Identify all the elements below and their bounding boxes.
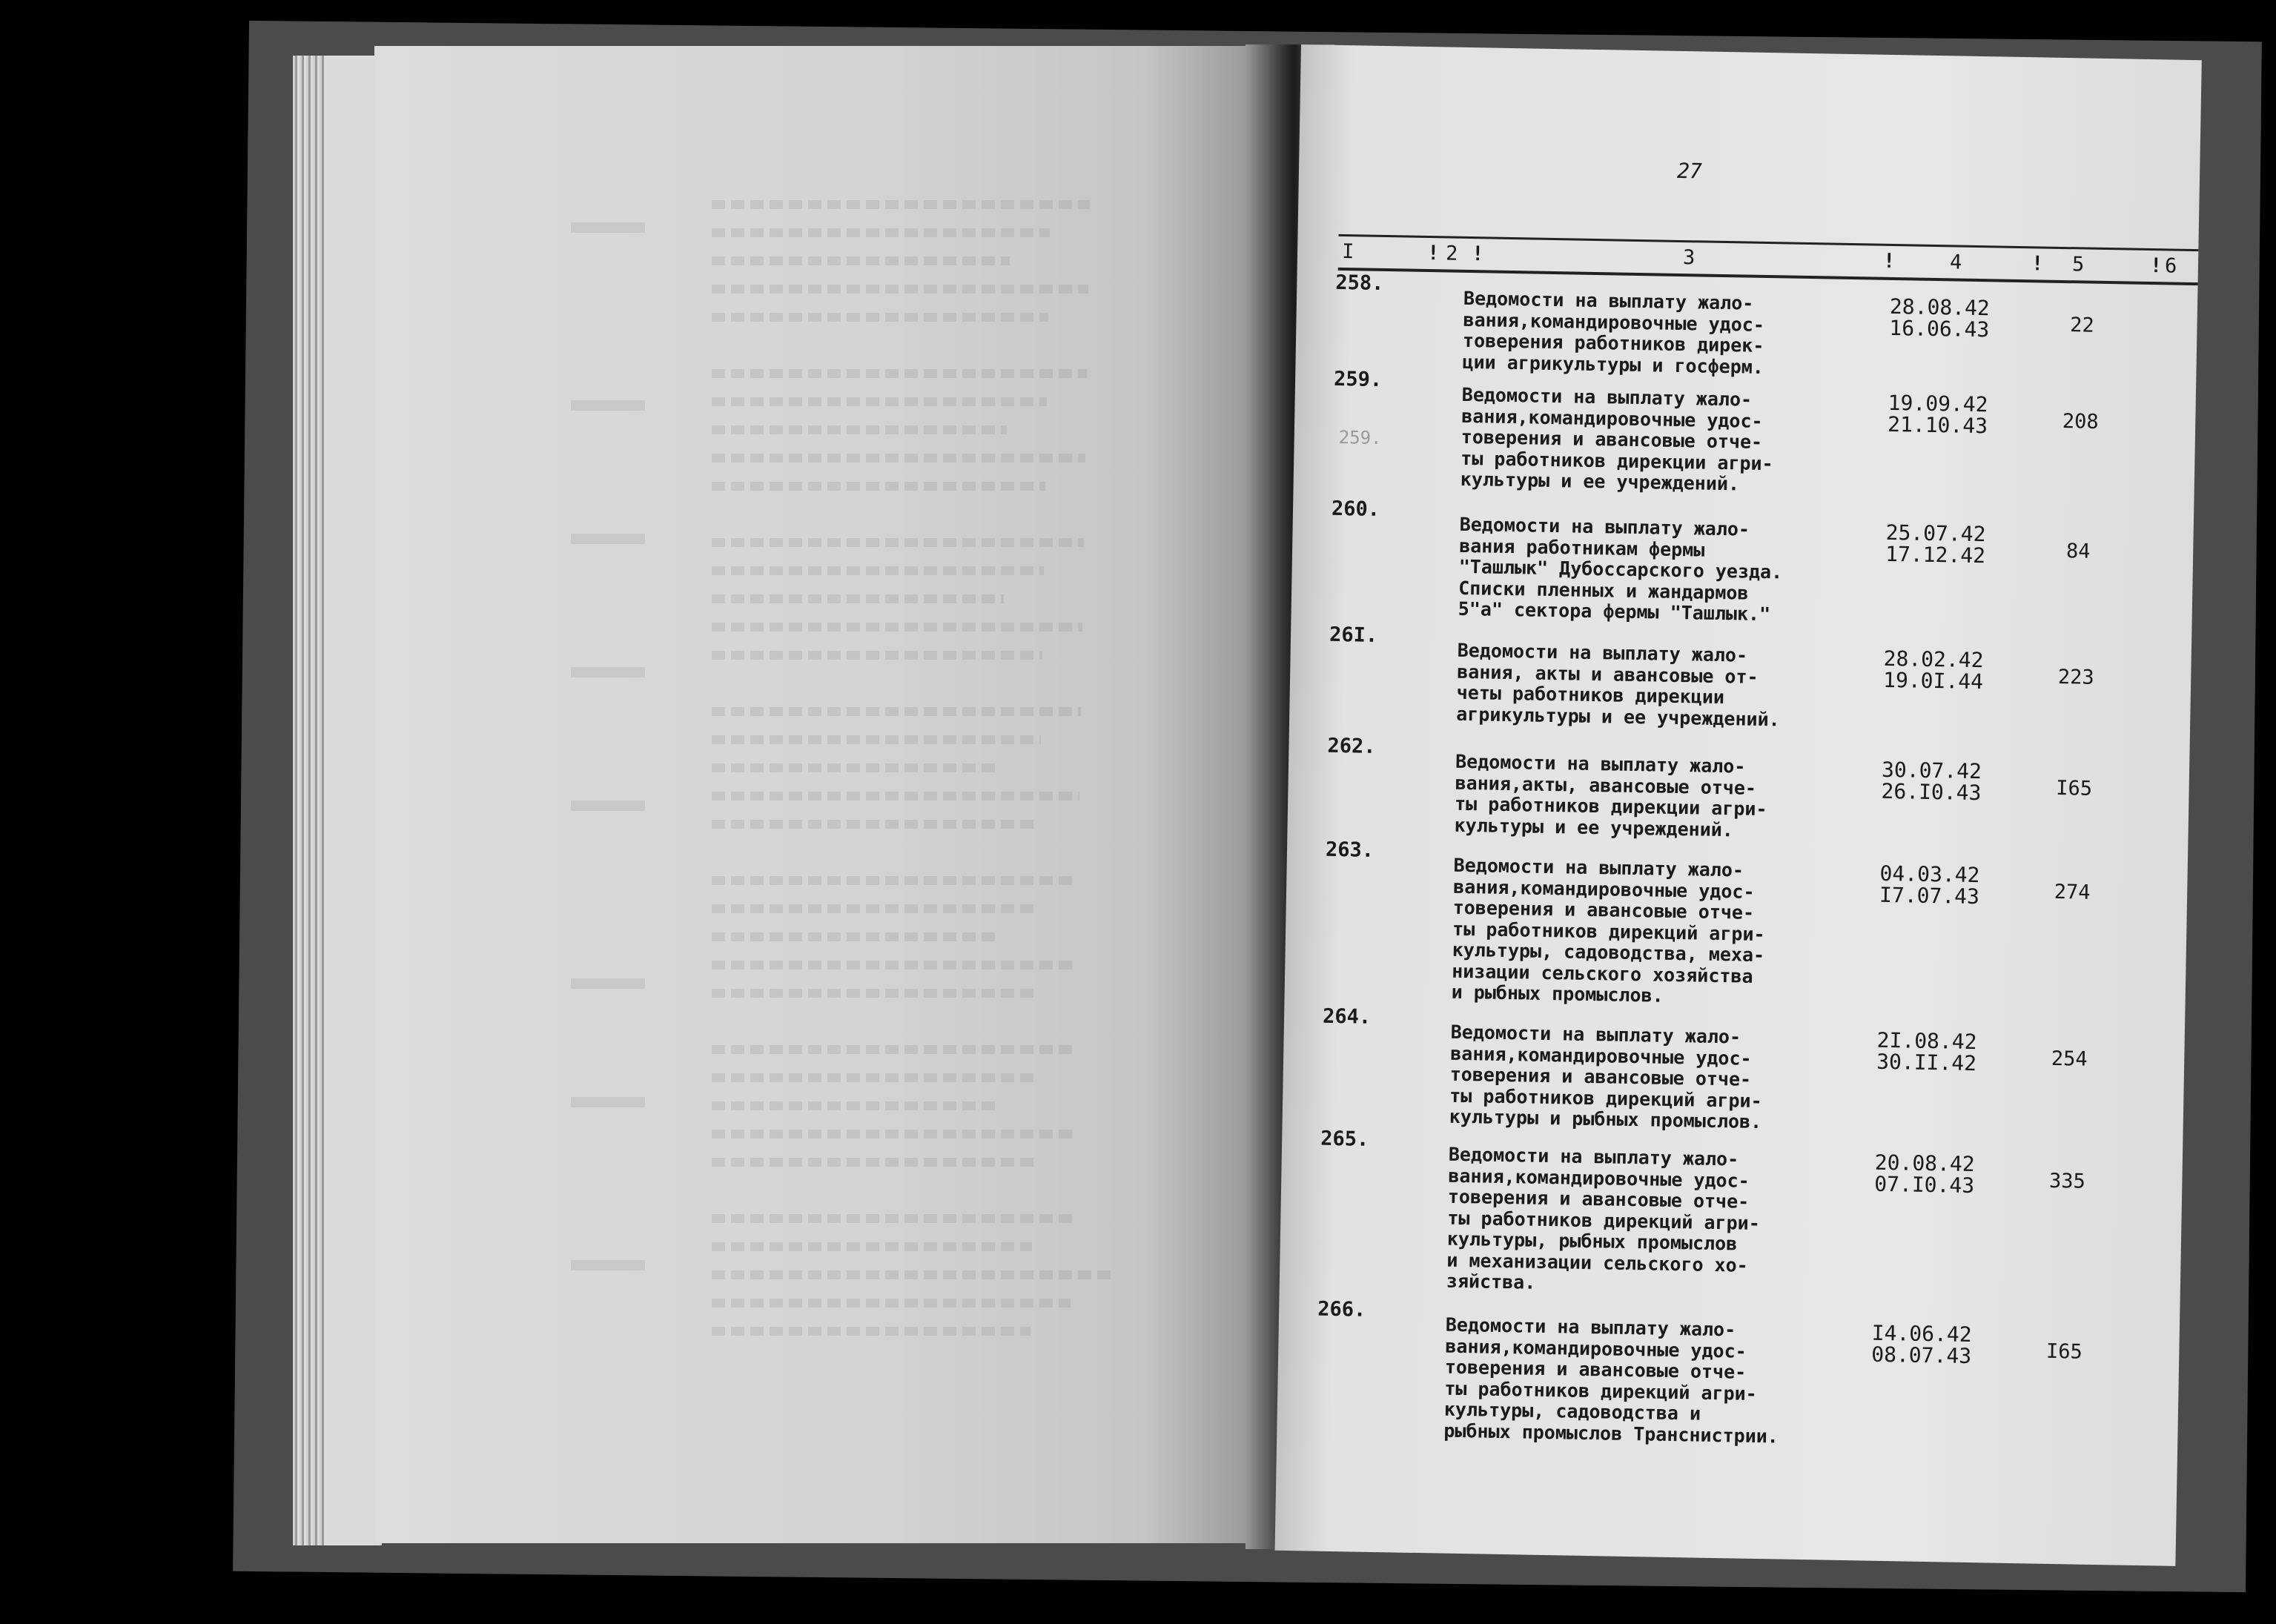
show-through-text xyxy=(712,369,1087,378)
show-through-text xyxy=(712,1242,1032,1251)
start-date: I4.06.42 xyxy=(1871,1320,1972,1348)
start-date: 30.07.42 xyxy=(1881,757,1982,784)
sheet-count: 223 xyxy=(2057,665,2094,689)
page-edges-inner xyxy=(326,56,378,1545)
description-line: культуры и рыбных промыслов. xyxy=(1449,1105,1762,1133)
show-through-text xyxy=(712,256,1010,265)
show-through-text xyxy=(712,482,1045,491)
sheet-count: I65 xyxy=(2055,776,2093,801)
entry-dates xyxy=(1888,392,1988,437)
description-line: рыбных промыслов Транснистрии. xyxy=(1443,1419,1779,1448)
sheet-count: 274 xyxy=(2054,880,2091,904)
description-line: Ведомости на выплату жало- xyxy=(1457,639,1748,666)
description-line: товерения и авансовые отче- xyxy=(1452,896,1755,924)
column-separator: ! xyxy=(1882,249,1896,274)
show-through-text xyxy=(712,820,1039,829)
show-through-text xyxy=(712,961,1076,970)
description-line: товерения работников дирек- xyxy=(1462,329,1764,357)
description-line: культуры, садоводства и xyxy=(1443,1398,1701,1425)
sheet-count: 208 xyxy=(2062,410,2099,434)
column-separator: ! xyxy=(2149,254,2163,278)
show-through-text xyxy=(712,707,1081,716)
entry-dates xyxy=(1876,1027,1977,1076)
description-line: ты работников дирекций агри- xyxy=(1452,918,1765,945)
description-line: и механизации сельского хо- xyxy=(1446,1249,1748,1276)
table-row xyxy=(1289,734,2190,841)
description-line: ты работников дирекций агри- xyxy=(1449,1084,1762,1112)
description-line: ции агрикультуры и госферм. xyxy=(1462,351,1764,378)
show-through-text xyxy=(712,1073,1035,1082)
description-line: зяйства. xyxy=(1446,1270,1536,1293)
show-through-text xyxy=(712,1130,1074,1139)
show-through-text xyxy=(712,1101,995,1110)
description-line: культуры и ее учреждений. xyxy=(1454,814,1734,841)
show-through-text xyxy=(712,1214,1072,1223)
column-header-3: 3 xyxy=(1682,246,1696,270)
entry-number: 265. xyxy=(1320,1127,1369,1151)
description-line: Ведомости на выплату жало- xyxy=(1450,1021,1741,1048)
column-header-6: 6 xyxy=(2164,254,2177,278)
table-row xyxy=(1293,497,2194,626)
description-line: Ведомости на выплату жало- xyxy=(1448,1143,1739,1170)
column-header-4: 4 xyxy=(1949,251,1962,274)
show-through-text xyxy=(712,1270,1111,1279)
entry-description xyxy=(1451,855,1868,1010)
description-line: культуры, рыбных промыслов xyxy=(1446,1227,1738,1255)
start-date: 19.09.42 xyxy=(1888,390,1988,417)
entry-number: 264. xyxy=(1322,1004,1372,1029)
description-line: низации сельского хозяйства xyxy=(1451,960,1753,987)
column-separator: ! xyxy=(1426,242,1440,265)
show-through-text xyxy=(712,566,1044,575)
entry-number: 26I. xyxy=(1329,623,1378,647)
start-date: 25.07.42 xyxy=(1885,520,1986,547)
end-date: 17.12.42 xyxy=(1885,541,1986,569)
column-header-5: 5 xyxy=(2071,253,2085,276)
entry-number: 259. xyxy=(1333,367,1383,391)
entry-dates xyxy=(1889,296,1990,340)
show-through-number xyxy=(571,534,645,544)
sheet-count: 22 xyxy=(2070,314,2095,337)
show-through-text xyxy=(712,1327,1031,1336)
show-through-text xyxy=(712,538,1084,547)
right-page xyxy=(1275,44,2202,1566)
faint-entry-number: 259. xyxy=(1338,426,1382,448)
show-through-text xyxy=(712,792,1079,801)
description-line: товерения и авансовые отче- xyxy=(1447,1185,1750,1213)
sheet-count: 254 xyxy=(2051,1047,2088,1071)
entry-description xyxy=(1443,1315,1861,1449)
table-row xyxy=(1291,623,2191,730)
end-date: 21.10.43 xyxy=(1887,411,1988,439)
entry-description xyxy=(1446,1144,1864,1299)
entry-dates xyxy=(1879,863,1980,907)
entry-dates xyxy=(1871,1322,1972,1367)
description-line: товерения и авансовые отче- xyxy=(1460,425,1763,453)
column-header-2: 2 xyxy=(1445,242,1458,265)
description-line: товерения и авансовые отче- xyxy=(1449,1063,1752,1090)
description-line: вания,командировочные удос- xyxy=(1461,405,1763,432)
description-line: вания,командировочные удос- xyxy=(1445,1335,1747,1362)
description-line: Ведомости на выплату жало- xyxy=(1445,1313,1736,1341)
description-line: агрикультуры и ее учреждений. xyxy=(1456,703,1780,730)
start-date: 28.08.42 xyxy=(1889,294,1991,321)
show-through-number xyxy=(571,801,645,811)
description-line: Ведомости на выплату жало- xyxy=(1459,513,1750,540)
end-date: 19.0I.44 xyxy=(1882,667,1984,695)
description-line: товерения и авансовые отче- xyxy=(1444,1356,1747,1383)
table-row xyxy=(1280,1297,2180,1448)
show-through-number xyxy=(571,400,645,411)
show-through-text xyxy=(712,904,1038,913)
entry-number: 262. xyxy=(1327,734,1376,758)
show-through-text xyxy=(712,397,1047,406)
entry-dates xyxy=(1881,757,1982,806)
description-line: вания работникам фермы xyxy=(1458,534,1705,561)
column-separator: ! xyxy=(2031,252,2044,276)
description-line: ты работников дирекции агри- xyxy=(1454,792,1767,821)
show-through-text xyxy=(712,425,1007,434)
show-through-text xyxy=(712,200,1090,209)
sheet-count: I65 xyxy=(2045,1339,2083,1364)
show-through-number xyxy=(571,978,645,989)
entry-number: 258. xyxy=(1335,271,1384,295)
show-through-text xyxy=(712,735,1041,744)
page-number: 27 xyxy=(1676,158,1703,184)
show-through-text xyxy=(712,623,1082,632)
show-through-text xyxy=(712,285,1088,294)
sheet-count: 335 xyxy=(2048,1169,2086,1193)
show-through-text xyxy=(712,763,1001,772)
show-through-text xyxy=(712,1299,1071,1308)
show-through-text xyxy=(712,1158,1033,1167)
end-date: I7.07.43 xyxy=(1879,882,1980,909)
table-header-bottom-rule xyxy=(1338,268,2198,285)
entry-description xyxy=(1456,640,1873,732)
show-through-number xyxy=(571,1097,645,1107)
description-line: "Ташлык" Дубоссарского уезда. xyxy=(1458,555,1783,583)
column-header-1: I xyxy=(1341,240,1354,264)
description-line: культуры и ее учреждений. xyxy=(1460,468,1740,495)
end-date: 07.I0.43 xyxy=(1874,1171,1975,1199)
entry-number: 263. xyxy=(1325,838,1374,862)
sheet-count: 84 xyxy=(2065,540,2091,563)
description-line: четы работников дирекции xyxy=(1456,681,1725,709)
entry-description xyxy=(1462,288,1879,380)
table-header-top-rule xyxy=(1338,234,2198,251)
description-line: ты работников дирекции агри- xyxy=(1460,447,1773,474)
description-line: Ведомости на выплату жало- xyxy=(1463,287,1754,314)
description-line: Списки пленных и жандармов xyxy=(1458,577,1749,604)
start-date: 2I.08.42 xyxy=(1876,1027,1977,1055)
show-through-text xyxy=(712,228,1050,237)
column-separator: ! xyxy=(1471,242,1484,266)
entry-dates xyxy=(1874,1150,1975,1199)
show-through-text xyxy=(712,876,1078,885)
description-line: культуры, садоводства, меха- xyxy=(1452,938,1765,967)
show-through-text xyxy=(712,989,1036,998)
end-date: 16.06.43 xyxy=(1889,315,1990,342)
description-line: Ведомости на выплату жало- xyxy=(1461,383,1753,411)
show-through-text xyxy=(712,454,1085,463)
entry-description xyxy=(1458,514,1874,627)
start-date: 20.08.42 xyxy=(1874,1150,1975,1177)
description-line: Ведомости на выплату жало- xyxy=(1453,854,1744,881)
show-through-text xyxy=(712,1045,1075,1054)
description-line: 5"а" сектора фермы "Ташлык." xyxy=(1458,597,1771,626)
start-date: 04.03.42 xyxy=(1879,861,1980,888)
show-through-text xyxy=(712,594,1004,603)
end-date: 26.I0.43 xyxy=(1881,778,1982,806)
entry-description xyxy=(1449,1022,1866,1135)
description-line: вания,акты, авансовые отче- xyxy=(1455,772,1757,799)
description-line: и рыбных промыслов. xyxy=(1451,981,1664,1007)
entry-dates xyxy=(1885,520,1986,569)
show-through-text xyxy=(712,932,998,941)
description-line: вания,командировочные удос- xyxy=(1463,308,1765,336)
show-through-number xyxy=(571,667,645,677)
description-line: вания,командировочные удос- xyxy=(1448,1164,1750,1192)
description-line: Ведомости на выплату жало- xyxy=(1455,750,1746,778)
entry-number: 260. xyxy=(1331,497,1380,521)
entry-dates xyxy=(1882,646,1984,695)
show-through-text xyxy=(712,651,1042,660)
description-line: вания,командировочные удос- xyxy=(1450,1042,1752,1070)
entry-number: 266. xyxy=(1317,1297,1366,1322)
end-date: 08.07.43 xyxy=(1870,1342,1972,1369)
left-page-show-through xyxy=(374,46,1279,1543)
show-through-text xyxy=(712,313,1048,322)
show-through-number xyxy=(571,222,645,233)
start-date: 28.02.42 xyxy=(1883,646,1984,673)
entry-description xyxy=(1454,752,1870,844)
show-through-number xyxy=(571,1260,645,1270)
description-line: ты работников дирекций агри- xyxy=(1447,1207,1761,1234)
description-line: ты работников дирекций агри- xyxy=(1444,1377,1758,1405)
entry-description xyxy=(1460,385,1877,497)
table-row xyxy=(1297,271,2198,378)
description-line: вания,командировочные удос- xyxy=(1452,875,1755,903)
description-line: вания, акты и авансовые от- xyxy=(1457,660,1759,688)
end-date: 30.II.42 xyxy=(1876,1049,1977,1076)
